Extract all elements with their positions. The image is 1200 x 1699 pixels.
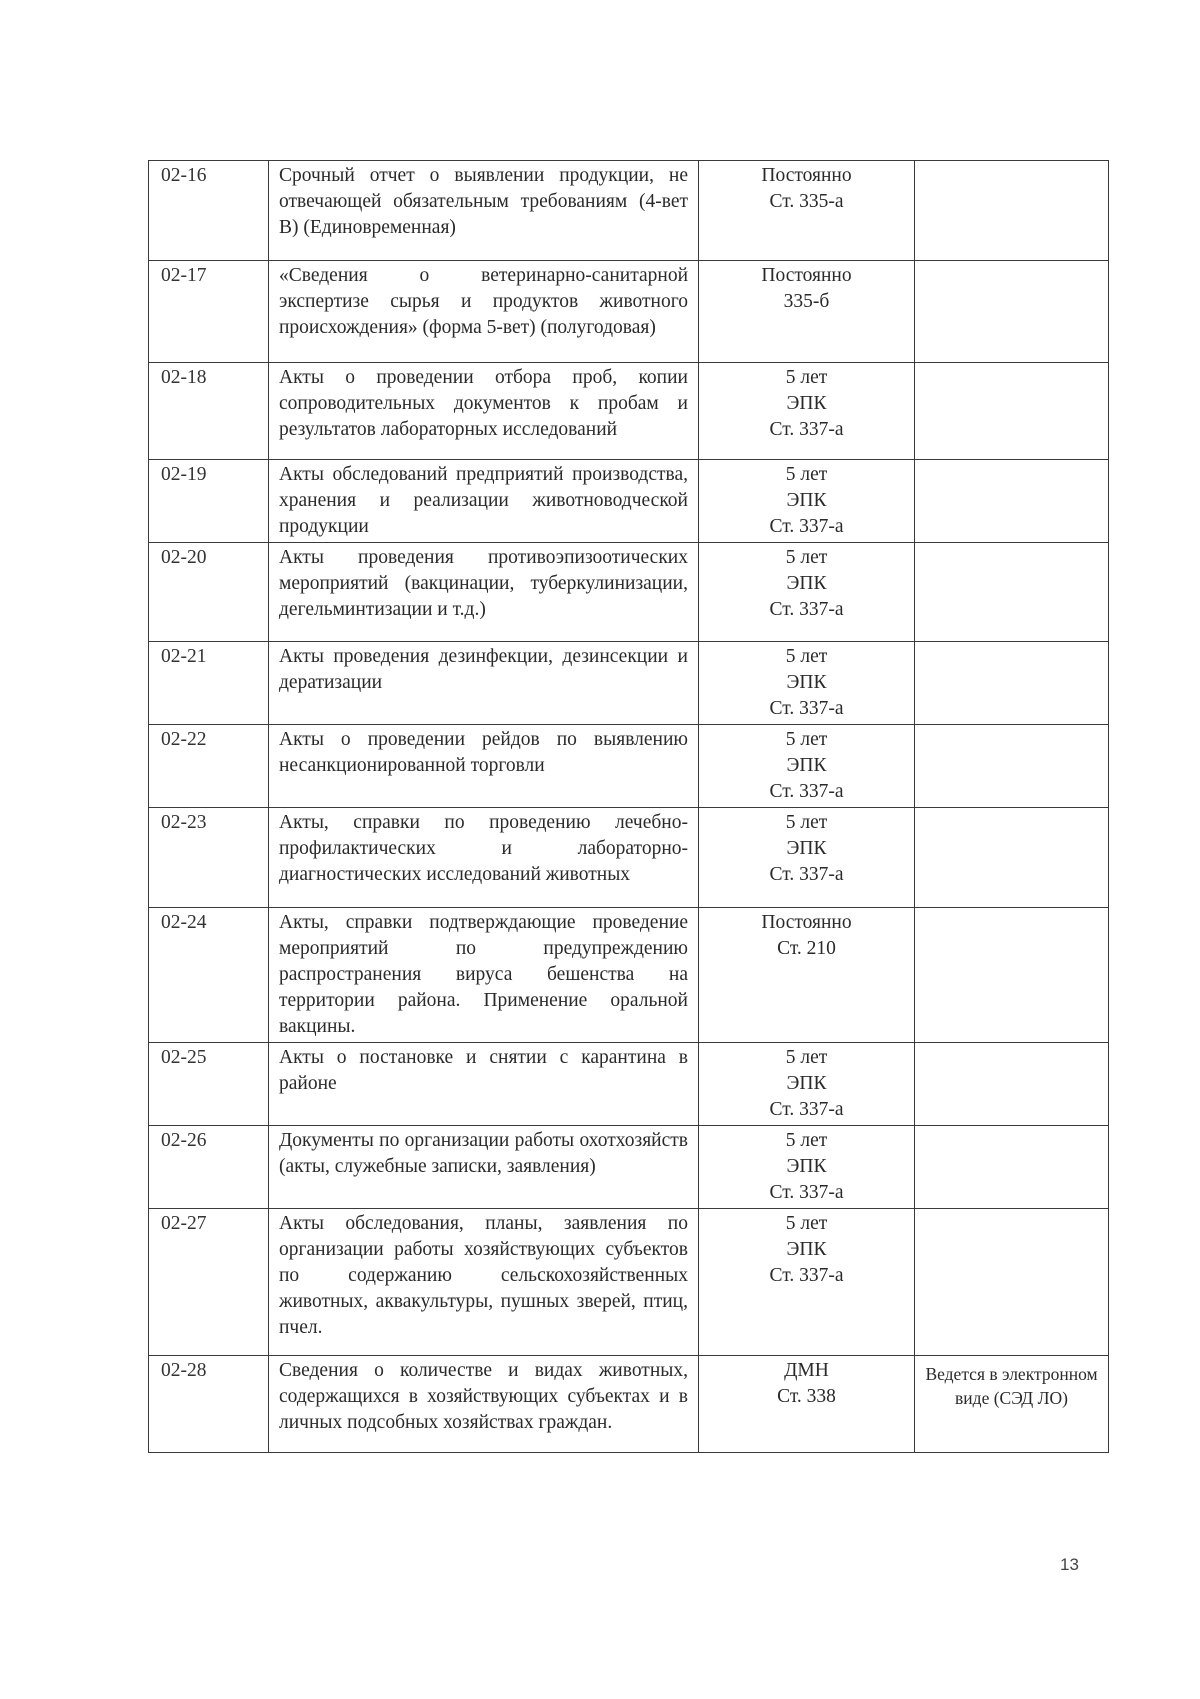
- retention-term-line: ЭПК: [786, 1073, 827, 1094]
- row-title: Акты о проведении отбора проб, копии сопроводительных документов к пробам и результатов лабораторных исследований: [269, 363, 699, 460]
- retention-term-line: 5 лет: [785, 464, 828, 485]
- table-row: [149, 261, 1109, 363]
- retention-term-line: ДМН: [784, 1360, 829, 1381]
- row-title: Акты, справки подтверждающие проведение мероприятий по предупреждению распространения вируса бешенства на территории района. Применение оральной вакцины.: [269, 908, 699, 1043]
- row-index: 02-21: [149, 642, 269, 725]
- retention-term-line: Ст. 337-а: [769, 698, 844, 719]
- retention-term-line: ЭПК: [786, 490, 827, 511]
- row-index: 02-27: [149, 1209, 269, 1356]
- retention-term-line: 5 лет: [785, 1213, 828, 1234]
- retention-term-line: Ст. 337-а: [769, 1099, 844, 1120]
- row-note: [915, 1126, 1109, 1209]
- row-note: [915, 460, 1109, 543]
- retention-term-line: ЭПК: [786, 573, 827, 594]
- row-title: Сведения о количестве и видах животных, содержащихся в хозяйствующих субъектах и в личных подсобных хозяйствах граждан.: [269, 1356, 699, 1453]
- row-retention-term: [699, 642, 915, 725]
- row-note: [915, 543, 1109, 642]
- retention-term-line: Ст. 335-а: [769, 191, 844, 212]
- row-retention-term: [699, 161, 915, 261]
- row-index: 02-26: [149, 1126, 269, 1209]
- row-title: Документы по организации работы охотхозяйств (акты, служебные записки, заявления): [269, 1126, 699, 1209]
- row-title: Акты проведения противоэпизоотических мероприятий (вакцинации, туберкулинизации, дегельминтизации и т.д.): [269, 543, 699, 642]
- retention-term-line: ЭПК: [786, 838, 827, 859]
- table-row: [149, 1043, 1109, 1126]
- row-note: [915, 1209, 1109, 1356]
- table-row: [149, 1126, 1109, 1209]
- row-title: Акты обследований предприятий производства, хранения и реализации животноводческой продукции: [269, 460, 699, 543]
- retention-term-line: 5 лет: [785, 1130, 828, 1151]
- retention-term-line: Ст. 337-а: [769, 599, 844, 620]
- retention-term-line: 5 лет: [785, 729, 828, 750]
- row-index: 02-20: [149, 543, 269, 642]
- row-retention-term: [699, 261, 915, 363]
- row-title: Акты, справки по проведению лечебно-профилактических и лабораторно-диагностических исследований животных: [269, 808, 699, 908]
- table-row: [149, 725, 1109, 808]
- row-index: 02-16: [149, 161, 269, 261]
- page-number: 13: [1060, 1555, 1079, 1574]
- row-index: 02-24: [149, 908, 269, 1043]
- table-row: [149, 908, 1109, 1043]
- table-row: [149, 161, 1109, 261]
- row-note: [915, 363, 1109, 460]
- row-note: [915, 1043, 1109, 1126]
- table-row: [149, 1356, 1109, 1453]
- row-title: Акты проведения дезинфекции, дезинсекции и дератизации: [269, 642, 699, 725]
- retention-term-line: Постоянно: [761, 165, 852, 186]
- row-note: Ведется в электронном виде (СЭД ЛО): [915, 1356, 1109, 1453]
- row-index: 02-18: [149, 363, 269, 460]
- retention-term-line: 335-б: [783, 291, 830, 312]
- row-note: [915, 642, 1109, 725]
- row-note: [915, 808, 1109, 908]
- row-title: «Сведения о ветеринарно-санитарной экспертизе сырья и продуктов животного происхождения» (форма 5-вет) (полугодовая): [269, 261, 699, 363]
- row-retention-term: [699, 1126, 915, 1209]
- row-title: Акты обследования, планы, заявления по организации работы хозяйствующих субъектов по содержанию сельскохозяйственных животных, аквакультуры, пушных зверей, птиц, пчел.: [269, 1209, 699, 1356]
- row-index: 02-22: [149, 725, 269, 808]
- table-row: [149, 363, 1109, 460]
- row-retention-term: [699, 808, 915, 908]
- row-retention-term: [699, 908, 915, 1043]
- retention-term-line: Ст. 337-а: [769, 1182, 844, 1203]
- row-title: Акты о постановке и снятии с карантина в районе: [269, 1043, 699, 1126]
- row-title: Акты о проведении рейдов по выявлению несанкционированной торговли: [269, 725, 699, 808]
- retention-term-line: Ст. 337-а: [769, 1265, 844, 1286]
- row-retention-term: [699, 543, 915, 642]
- row-retention-term: [699, 1043, 915, 1126]
- retention-term-line: ЭПК: [786, 755, 827, 776]
- row-retention-term: [699, 1356, 915, 1453]
- table-row: [149, 460, 1109, 543]
- table-row: [149, 642, 1109, 725]
- row-index: 02-28: [149, 1356, 269, 1453]
- retention-term-line: ЭПК: [786, 672, 827, 693]
- retention-term-line: 5 лет: [785, 1047, 828, 1068]
- retention-term-line: 5 лет: [785, 812, 828, 833]
- retention-term-line: Ст. 337-а: [769, 864, 844, 885]
- row-index: 02-19: [149, 460, 269, 543]
- row-retention-term: [699, 363, 915, 460]
- row-index: 02-25: [149, 1043, 269, 1126]
- row-note: [915, 908, 1109, 1043]
- row-index: 02-17: [149, 261, 269, 363]
- row-title: Срочный отчет о выявлении продукции, не отвечающей обязательным требованиям (4-вет В) (Единовременная): [269, 161, 699, 261]
- retention-term-line: ЭПК: [786, 1156, 827, 1177]
- retention-term-line: 5 лет: [785, 367, 828, 388]
- row-note: [915, 261, 1109, 363]
- retention-term-line: Ст. 337-а: [769, 781, 844, 802]
- row-retention-term: [699, 725, 915, 808]
- retention-term-line: Постоянно: [761, 912, 852, 933]
- retention-term-line: Ст. 338: [777, 1386, 836, 1407]
- retention-term-line: Ст. 210: [777, 938, 836, 959]
- table-body: [149, 161, 1109, 1453]
- retention-term-line: ЭПК: [786, 1239, 827, 1260]
- row-retention-term: [699, 460, 915, 543]
- table-row: [149, 1209, 1109, 1356]
- row-note: [915, 161, 1109, 261]
- retention-term-line: 5 лет: [785, 547, 828, 568]
- retention-term-line: Ст. 337-а: [769, 516, 844, 537]
- records-table: [148, 160, 1109, 1453]
- retention-term-line: Ст. 337-а: [769, 419, 844, 440]
- table-row: [149, 543, 1109, 642]
- row-retention-term: [699, 1209, 915, 1356]
- table-row: [149, 808, 1109, 908]
- row-note: [915, 725, 1109, 808]
- retention-term-line: ЭПК: [786, 393, 827, 414]
- row-index: 02-23: [149, 808, 269, 908]
- retention-term-line: 5 лет: [785, 646, 828, 667]
- retention-term-line: Постоянно: [761, 265, 852, 286]
